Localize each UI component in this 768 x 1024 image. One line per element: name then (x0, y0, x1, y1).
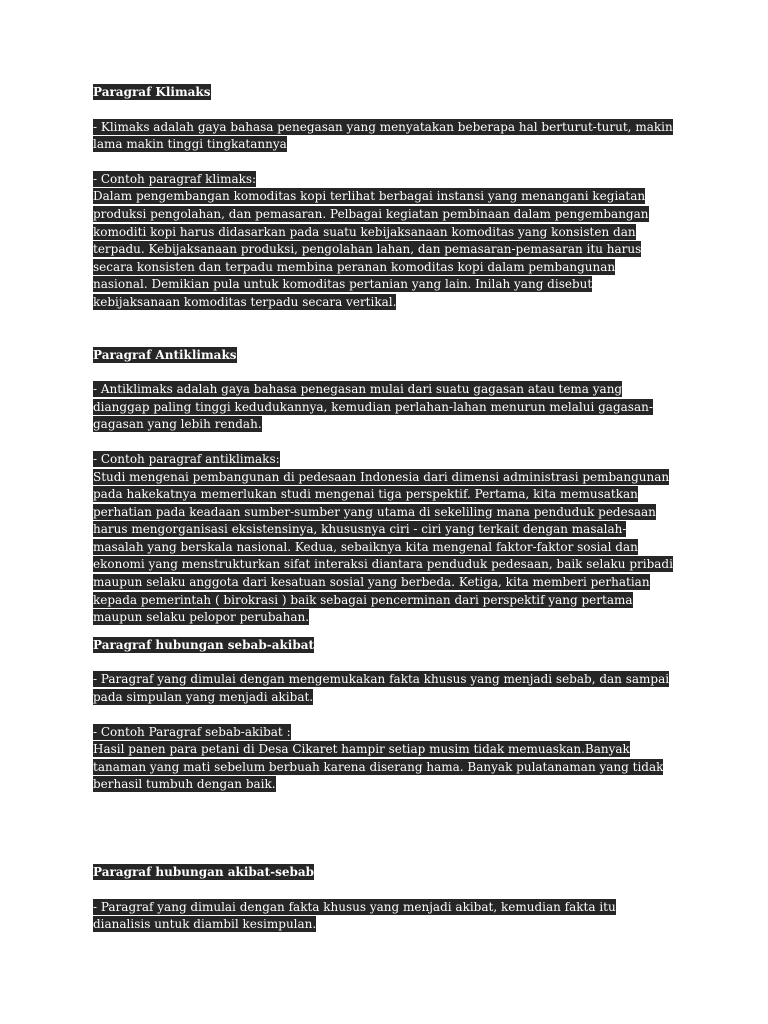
example-text-klimaks: Dalam pengembangan komoditas kopi terlihat berbagai instansi yang menangani kegiatan produksi pengolahan, dan pemasaran. Pelbagai kegiatan pembinaan dalam pengembangan komoditi kopi harus didasarkan pada suatu kebijaksanaan komoditas yang konsisten dan terpadu. Kebijaksanaan produksi, pengolahan lahan, dan pemasaran-pemasaran itu harus secara konsisten dan terpadu membina peranan komoditas kopi dalam pembangunan nasional. Demikian pula untuk komoditas pertanian yang lain. Inilah yang disebut kebijaksanaan komoditas terpadu secara vertikal. (93, 189, 649, 309)
section-heading-akibat-sebab: Paragraf hubungan akibat-sebab (93, 865, 315, 879)
document-page (93, 84, 673, 934)
example-label-antiklimaks: - Contoh paragraf antiklimaks: (93, 451, 280, 466)
section-definition-sebab-akibat: - Paragraf yang dimulai dengan mengemukakan fakta khusus yang menjadi sebab, dan sampai pada simpulan yang menjadi akibat. (93, 672, 670, 705)
example-label-sebab-akibat: - Contoh Paragraf sebab-akibat : (93, 724, 291, 739)
section-definition-klimaks: - Klimaks adalah gaya bahasa penegasan yang menyatakan beberapa hal berturut-turut, makin lama makin tinggi tingkatannya (93, 119, 673, 152)
example-text-antiklimaks: Studi mengenai pembangunan di pedesaan Indonesia dari dimensi administrasi pembangunan pada hakekatnya memerlukan studi mengenai tiga perspektif. Pertama, kita memusatkan perhatian pada keadaan sumber-sumber yang utama di sekeliling mana penduduk pedesaan harus mengorganisasi eksistensinya, khususnya ciri - ciri yang terkait dengan masalah-masalah yang berskala nasional. Kedua, sebaiknya kita mengenal faktor-faktor sosial dan ekonomi yang menstrukturkan sifat interaksi diantara penduduk pedesaan, baik selaku pribadi maupun selaku anggota dari kesatuan sosial yang berbeda. Ketiga, kita memberi perhatian kepada pemerintah ( birokrasi ) baik sebagai pencerminan dari perspektif yang pertama maupun selaku pelopor perubahan. (93, 469, 673, 625)
section-heading-klimaks: Paragraf Klimaks (93, 85, 211, 99)
example-text-sebab-akibat: Hasil panen para petani di Desa Cikaret hampir setiap musim tidak memuaskan.Banyak tanaman yang mati sebelum berbuah karena diserang hama. Banyak pulatanaman yang tidak berhasil tumbuh dengan baik. (93, 742, 664, 792)
example-label-klimaks: - Contoh paragraf klimaks: (93, 171, 257, 186)
section-heading-sebab-akibat: Paragraf hubungan sebab-akibat (93, 637, 315, 652)
section-definition-antiklimaks: - Antiklimaks adalah gaya bahasa penegasan mulai dari suatu gagasan atau tema yang dianggap paling tinggi kedudukannya, kemudian perlahan-lahan menurun melalui gagasan-gagasan yang lebih rendah. (93, 382, 653, 432)
section-definition-akibat-sebab: - Paragraf yang dimulai dengan fakta khusus yang menjadi akibat, kemudian fakta itu dianalisis untuk diambil kesimpulan. (93, 899, 616, 932)
section-heading-antiklimaks: Paragraf Antiklimaks (93, 347, 237, 362)
